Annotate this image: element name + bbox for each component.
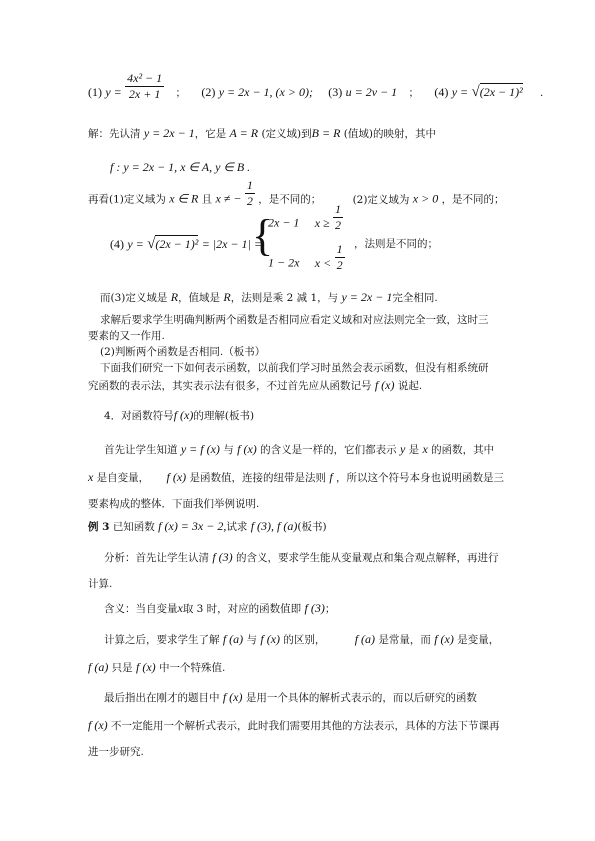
recheck-text-4: (2)定义域为 <box>352 193 410 206</box>
recheck-frac-num: 1 <box>246 178 253 192</box>
item4-radicand: (2x − 1)² <box>479 85 523 99</box>
case1-fraction <box>333 202 343 233</box>
p4l2-text-3: ，所以这个符号本身也说明函数是三 <box>336 472 505 484</box>
p4l2-text-1: 是自变量， <box>96 472 150 484</box>
item1-label: (1) <box>88 85 102 99</box>
after-expr-1: f (a) <box>222 632 244 646</box>
final2-text-1: 不一定能用一个解析式表示，此时我们需要用其他的方法表示，具体的方法下节课再 <box>111 720 500 732</box>
item4-piecewise-label: (4) <box>110 237 124 251</box>
analysis-text-1: 分析：首先让学生认清 <box>104 552 209 564</box>
after-line-1 <box>104 632 499 647</box>
section4-expr: f (x) <box>173 408 194 422</box>
p4-text-3: 的含义是一样的，它们都表示 <box>260 444 397 456</box>
final-line-3: 进一步研究. <box>88 746 144 758</box>
item4-piecewise-lhs: y = <box>127 237 144 251</box>
solution-text-2: ，它是 <box>194 128 227 140</box>
recheck-line <box>88 178 505 209</box>
analysis-line-2: 计算. <box>88 578 113 590</box>
final2-expr-1: f (x) <box>88 718 108 732</box>
section4-text-2: 的理解(板书) <box>193 410 255 422</box>
item3-text-2: ，值域是 <box>178 292 221 304</box>
solution-expr-3: B = R <box>311 126 341 140</box>
p4-expr-2: f (x) <box>237 442 257 456</box>
p3-text-1: 究函数的表示法，其实表示法有很多，不过首先应从函数记号 <box>88 380 372 392</box>
p4-text-4: 是 <box>408 444 420 456</box>
p4-text-5: 的函数，其中 <box>431 444 495 456</box>
final-text-2: 是用一个具体的解析式表示的，而以后研究的函数 <box>245 692 477 704</box>
analysis-expr-1: f (3) <box>212 550 233 564</box>
sqrt-sign: √ <box>147 236 156 252</box>
item4-piecewise-radicand: (2x − 1)² <box>155 237 199 251</box>
p4l2-expr-3: f <box>329 470 333 484</box>
item4-label: (4) <box>434 85 449 99</box>
item2-label: (2) <box>201 85 216 99</box>
case2-cond: x < <box>314 255 332 270</box>
recheck-text-3: ，是不同的； <box>258 193 322 206</box>
final-expr-1: f (x) <box>222 690 243 704</box>
item3-expr-3: y = 2x − 1 <box>341 290 393 304</box>
case2-expr: 1 − 2x <box>268 255 300 270</box>
p4-expr-4: x <box>422 442 428 456</box>
after-text-2: 与 <box>246 634 258 646</box>
paragraph-1-line-1: 求解后要求学生明确判断两个函数是否相同应看定义域和对应法则完全一致，这时三 <box>100 314 489 326</box>
item1-numerator: 4x² − 1 <box>127 70 163 85</box>
section4-text-1: 4．对函数符号 <box>104 410 174 422</box>
mapping-line: f : y = 2x − 1, x ∈ A, y ∈ B . <box>110 160 251 174</box>
after2-text-2: 中一个特殊值. <box>159 662 226 674</box>
paragraph-1-line-2: 要素的又一作用. <box>88 330 165 342</box>
paragraph-4-line-2 <box>88 470 504 485</box>
final-text-1: 最后指出在刚才的题目中 <box>104 692 220 704</box>
example3-expr-1: f (x) = 3x − 2, <box>158 519 227 533</box>
final-line-2 <box>88 718 500 733</box>
item3-text-3: ，法则是乘 2 减 1，与 <box>230 292 339 304</box>
meaning-text-2: 取 3 时，对应的函数值即 <box>182 603 302 615</box>
piecewise-brace: { <box>252 211 274 260</box>
p4l2-expr-2: f (x) <box>166 470 187 484</box>
after-text-1: 计算之后，要求学生了解 <box>104 634 220 646</box>
meaning-expr-1: x <box>177 601 183 615</box>
solution-expr-1: y = 2x − 1 <box>143 126 195 140</box>
item2-expr: y = 2x − 1, (x > 0); <box>218 85 313 99</box>
after-expr-2: f (x) <box>260 632 281 646</box>
recheck-frac-den: 2 <box>246 194 253 208</box>
after2-expr-1: f (a) <box>88 660 109 674</box>
solution-text-1: 解：先认清 <box>88 128 141 140</box>
example-3-line <box>88 519 327 534</box>
after-expr-3: f (a) <box>354 632 376 646</box>
case2-den: 2 <box>336 258 343 272</box>
after-text-4: 是常量，而 <box>378 634 431 646</box>
solution-text-3: (定义域)到 <box>261 128 312 140</box>
p4-expr-3: y <box>399 442 406 456</box>
p4-expr-1: y = f (x) <box>180 442 220 456</box>
example3-text-1: 已知函数 <box>112 521 155 533</box>
example3-text-3: (板书) <box>297 521 327 533</box>
paragraph-4-line-3: 要素构成的整体．下面我们举例说明. <box>88 498 260 510</box>
item3-expr-2: R <box>223 290 231 304</box>
solution-expr-2: A = R <box>229 126 259 140</box>
example-3-label: 例 3 <box>88 521 110 533</box>
final-line-1 <box>104 690 477 705</box>
piecewise-case-1 <box>268 202 343 233</box>
solution-line <box>88 126 436 141</box>
recheck-fraction <box>245 178 255 209</box>
recheck-expr-2: x ≠ − <box>215 191 242 206</box>
piecewise-case-2 <box>268 242 345 273</box>
paragraph-3-line-2 <box>88 378 422 393</box>
example3-expr-2: f (3), f (a) <box>250 519 298 533</box>
item3-line <box>100 290 438 305</box>
after-text-3: 的区别， <box>283 634 326 646</box>
analysis-text-2: 的含义，要求学生能从变量观点和集合观点解释，再进行 <box>236 552 499 564</box>
item3-text-4: 完全相同. <box>392 292 438 304</box>
example3-text-2: 试求 <box>226 521 248 533</box>
recheck-text-5: ，是不同的； <box>441 193 505 206</box>
after2-expr-2: f (x) <box>136 660 156 674</box>
item4-lhs: y = <box>451 85 469 99</box>
analysis-line-1 <box>104 550 499 565</box>
item3-expr-1: R <box>170 290 179 304</box>
case1-cond: x ≥ <box>314 215 330 230</box>
functions-list-line <box>88 70 544 102</box>
case1-num: 1 <box>335 202 342 216</box>
meaning-text-3: ； <box>324 603 336 615</box>
paragraph-2: (2)判断两个函数是否相同.（板书） <box>100 346 266 358</box>
paragraph-3-line-1: 下面我们研究一下如何表示函数，以前我们学习时虽然会表示函数，但没有相系统研 <box>100 362 489 374</box>
p4l2-text-2: 是函数值，连接的纽带是法则 <box>189 472 327 484</box>
item3-expr: u = 2v − 1 <box>345 85 398 99</box>
item3-text-1: 而(3)定义域是 <box>100 292 168 304</box>
p3-expr-1: f (x) <box>374 378 395 392</box>
paragraph-4-line-1 <box>104 442 494 457</box>
after-text-5: 是变量， <box>457 634 500 646</box>
case2-num: 1 <box>336 242 343 256</box>
p3-text-2: 说起. <box>397 380 423 392</box>
p4-text-2: 与 <box>223 444 234 456</box>
after-expr-4: f (x) <box>434 632 454 646</box>
meaning-text-1: 含义：当自变量 <box>104 603 178 615</box>
case2-fraction <box>335 242 345 273</box>
recheck-expr-1: x ∈ R <box>169 191 199 206</box>
item3-label: (3) <box>328 85 343 99</box>
item4-piecewise-line <box>110 236 262 253</box>
recheck-text-2: 且 <box>201 193 213 206</box>
case1-expr: 2x − 1 <box>268 215 300 230</box>
recheck-expr-3: x > 0 <box>412 191 439 206</box>
meaning-line <box>104 601 335 616</box>
item4-abs-expr: = |2x − 1| = <box>201 237 262 251</box>
item3-separator: ； <box>408 87 420 99</box>
case1-den: 2 <box>335 218 342 232</box>
solution-text-4: (值域)的映射，其中 <box>343 128 436 140</box>
after-line-2 <box>88 660 225 675</box>
line-end: . <box>540 85 544 99</box>
item1-fraction <box>125 71 164 102</box>
recheck-text-1: 再看(1)定义域为 <box>88 193 166 206</box>
section-4-heading <box>104 408 254 423</box>
p4-text-1: 首先让学生知道 <box>104 444 178 456</box>
item4-tail: ，法则是不同的； <box>354 238 438 250</box>
item1-denominator: 2x + 1 <box>128 86 161 101</box>
item1-separator: ； <box>175 87 186 99</box>
after2-text-1: 只是 <box>111 662 133 674</box>
item1-lhs: y = <box>105 85 122 99</box>
p4l2-expr-1: x <box>88 470 94 484</box>
meaning-expr-2: f (3) <box>304 601 325 615</box>
sqrt-sign: √ <box>471 84 480 100</box>
